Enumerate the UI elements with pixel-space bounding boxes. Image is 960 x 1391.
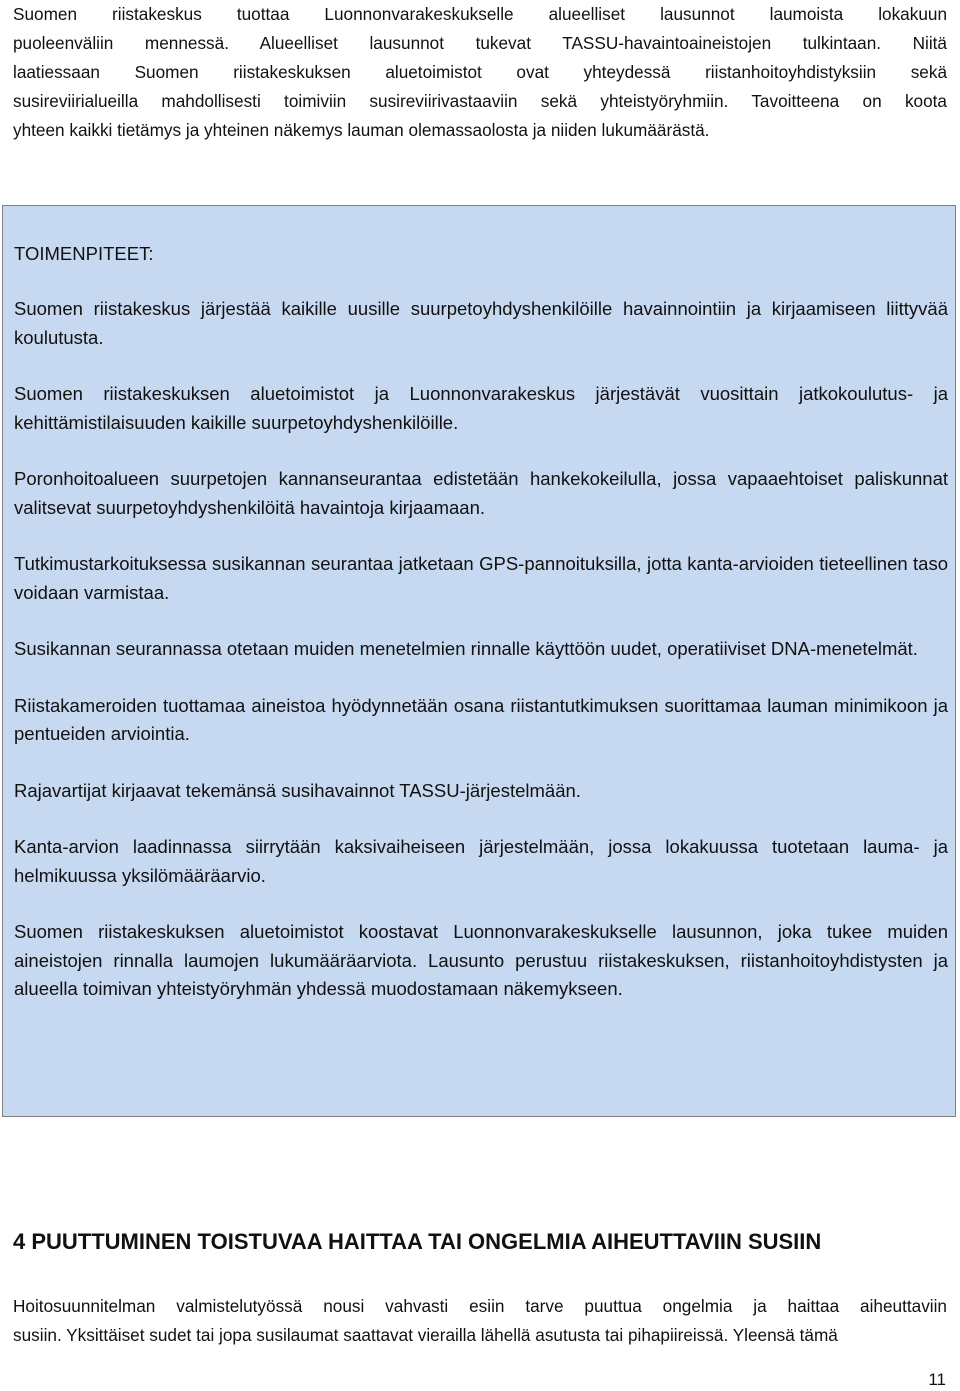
measures-heading: TOIMENPITEET: xyxy=(14,243,154,264)
measure-item: Tutkimustarkoituksessa susikannan seurantaa jatketaan GPS-pannoituksilla, jotta kanta-arvioiden tieteellinen taso voidaan varmistaa. xyxy=(14,553,948,603)
page-number: 11 xyxy=(928,1370,946,1389)
measure-item: Rajavartijat kirjaavat tekemänsä susihavainnot TASSU-järjestelmään. xyxy=(14,779,581,801)
measure-item: Riistakameroiden tuottamaa aineistoa hyödynnetään osana riistantutkimuksen suorittamaa lauman minimikoon ja pentueiden arviointia. xyxy=(14,694,948,744)
section-line: Hoitosuunnitelman valmistelutyössä nousi vahvasti esiin tarve puuttua ongelmia ja haittaa aiheuttaviin xyxy=(13,1296,947,1316)
intro-line: puoleenväliin mennessä. Alueelliset lausunnot tukevat TASSU-havaintoaineistojen tulkintaan. Niitä xyxy=(13,33,947,53)
measure-item: Suomen riistakeskuksen aluetoimistot ja Luonnonvarakeskus järjestävät vuosittain jatkokoulutus- ja kehittämistilaisuuden kaikille suurpetoyhdyshenkilöille. xyxy=(14,383,948,433)
intro-line: susireviirialueilla mahdollisesti toimiviin susireviirivastaaviin sekä yhteistyöryhmiin. Tavoitteena on koota xyxy=(13,91,947,111)
measure-item: Kanta-arvion laadinnassa siirrytään kaksivaiheiseen järjestelmään, jossa lokakuussa tuotetaan lauma- ja helmikuussa yksilömääräarvio. xyxy=(14,836,948,886)
measures-box xyxy=(2,205,956,1117)
section-heading: 4 PUUTTUMINEN TOISTUVAA HAITTAA TAI ONGELMIA AIHEUTTAVIIN SUSIIN xyxy=(13,1229,822,1254)
section-line: susiin. Yksittäiset sudet tai jopa susilaumat saattavat vierailla lähellä asutusta tai pihapiireissä. Yleensä tämä xyxy=(13,1325,838,1345)
measure-item: Susikannan seurannassa otetaan muiden menetelmien rinnalle käyttöön uudet, operatiiviset DNA-menetelmät. xyxy=(14,638,918,659)
intro-line: laatiessaan Suomen riistakeskuksen aluetoimistot ovat yhteydessä riistanhoitoyhdistyksiin sekä xyxy=(13,62,947,82)
section-paragraph xyxy=(13,1292,947,1350)
measures-list xyxy=(14,295,948,1032)
measure-item: Poronhoitoalueen suurpetojen kannanseurantaa edistetään hankekokeilulla, jossa vapaaehtoiset paliskunnat valitsevat suurpetoyhdyshenkilöitä havaintoja kirjaamaan. xyxy=(14,468,948,518)
intro-line: yhteen kaikki tietämys ja yhteinen näkemys lauman olemassaolosta ja niiden lukumäärästä. xyxy=(13,120,710,140)
intro-paragraph xyxy=(13,0,947,145)
measure-item: Suomen riistakeskuksen aluetoimistot koostavat Luonnonvarakeskukselle lausunnon, joka tukee muiden aineistojen rinnalla laumojen lukumääräarviota. Lausunto perustuu riistakeskuksen, riistanhoitoyhdistysten ja alueella toimivan yhteistyöryhmän yhdessä muodostamaan näkemykseen. xyxy=(14,921,948,999)
intro-line: Suomen riistakeskus tuottaa Luonnonvarakeskukselle alueelliset lausunnot laumoista lokakuun xyxy=(13,4,947,24)
measure-item: Suomen riistakeskus järjestää kaikille uusille suurpetoyhdyshenkilöille havainnointiin ja kirjaamiseen liittyvää koulutusta. xyxy=(14,298,948,348)
